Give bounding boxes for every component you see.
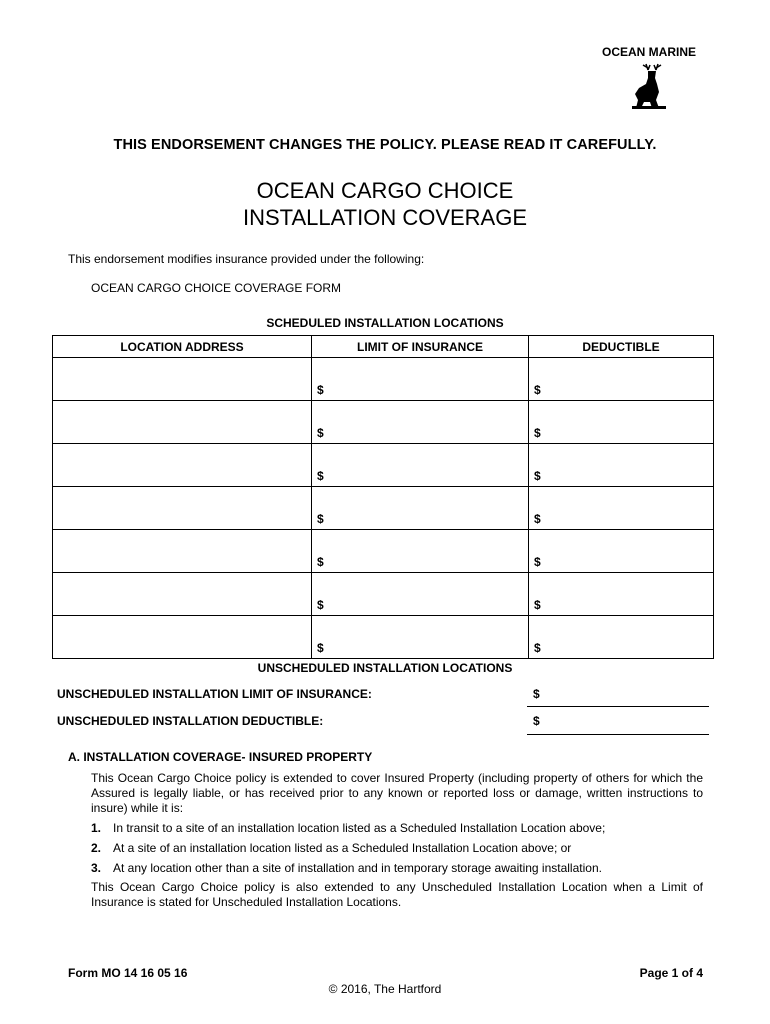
form-name: OCEAN CARGO CHOICE COVERAGE FORM (91, 281, 342, 295)
division-label: OCEAN MARINE (601, 45, 696, 59)
scheduled-locations-title: SCHEDULED INSTALLATION LOCATIONS (266, 316, 504, 330)
list-item-text: In transit to a site of an installation location listed as a Scheduled Installation Location above; (113, 821, 606, 835)
column-header-deductible: DEDUCTIBLE (529, 336, 714, 358)
table-row (53, 616, 714, 659)
deductible-cell[interactable]: $ (529, 616, 714, 659)
section-a-paragraph2: This Ocean Cargo Choice policy is also extended to any Unscheduled Installation Location when a Limit of Insurance is stated for Unscheduled Installation Locations. (91, 880, 703, 909)
footer-copyright: © 2016, The Hartford (328, 982, 442, 996)
unscheduled-limit-underline (527, 706, 709, 707)
list-item-number: 2. (91, 841, 102, 855)
document-title-line1: OCEAN CARGO CHOICE (256, 178, 514, 203)
table-row (53, 573, 714, 616)
column-header-address: LOCATION ADDRESS (53, 336, 312, 358)
limit-cell[interactable]: $ (312, 358, 529, 401)
deductible-cell[interactable]: $ (529, 401, 714, 444)
document-title-line2: INSTALLATION COVERAGE (242, 205, 528, 230)
limit-cell[interactable]: $ (312, 573, 529, 616)
deductible-cell[interactable]: $ (529, 573, 714, 616)
table-row (53, 487, 714, 530)
scheduled-locations-table (52, 335, 714, 659)
list-item-number: 1. (91, 821, 102, 835)
list-item-text: At a site of an installation location listed as a Scheduled Installation Location above; or (113, 841, 572, 855)
intro-text: This endorsement modifies insurance provided under the following: (68, 252, 425, 266)
location-address-cell[interactable] (53, 444, 312, 487)
location-address-cell[interactable] (53, 401, 312, 444)
stag-icon (626, 62, 674, 110)
deductible-cell[interactable]: $ (529, 487, 714, 530)
limit-cell[interactable]: $ (312, 401, 529, 444)
deductible-cell[interactable]: $ (529, 444, 714, 487)
endorsement-notice: THIS ENDORSEMENT CHANGES THE POLICY. PLEASE READ IT CAREFULLY. (113, 137, 657, 153)
deductible-cell[interactable]: $ (529, 530, 714, 573)
unscheduled-deductible-label: UNSCHEDULED INSTALLATION DEDUCTIBLE: (57, 714, 324, 728)
footer-page-number: Page 1 of 4 (639, 966, 703, 980)
table-row (53, 358, 714, 401)
list-item (91, 861, 602, 875)
limit-cell[interactable]: $ (312, 530, 529, 573)
unscheduled-limit-label: UNSCHEDULED INSTALLATION LIMIT OF INSURANCE: (57, 687, 372, 701)
list-item (91, 841, 571, 855)
location-address-cell[interactable] (53, 487, 312, 530)
unscheduled-limit-field[interactable]: $ (533, 687, 540, 701)
unscheduled-deductible-underline (527, 734, 709, 735)
table-header-row (53, 336, 714, 358)
footer-form-number: Form MO 14 16 05 16 (68, 966, 188, 980)
list-item-number: 3. (91, 861, 102, 875)
location-address-cell[interactable] (53, 573, 312, 616)
deductible-cell[interactable]: $ (529, 358, 714, 401)
location-address-cell[interactable] (53, 616, 312, 659)
section-a-paragraph1: This Ocean Cargo Choice policy is extended to cover Insured Property (including property of others for which the Assured is legally liable, or has received prior to any known or reported loss or damage, written instructions to insure) while it is: (91, 771, 703, 815)
limit-cell[interactable]: $ (312, 616, 529, 659)
limit-cell[interactable]: $ (312, 444, 529, 487)
location-address-cell[interactable] (53, 358, 312, 401)
unscheduled-deductible-field[interactable]: $ (533, 714, 540, 728)
section-a-heading: A. INSTALLATION COVERAGE- INSURED PROPERTY (68, 750, 373, 764)
unscheduled-locations-title: UNSCHEDULED INSTALLATION LOCATIONS (257, 661, 513, 675)
column-header-limit: LIMIT OF INSURANCE (312, 336, 529, 358)
table-row (53, 401, 714, 444)
location-address-cell[interactable] (53, 530, 312, 573)
table-row (53, 444, 714, 487)
table-row (53, 530, 714, 573)
list-item (91, 821, 605, 835)
list-item-text: At any location other than a site of installation and in temporary storage awaiting installation. (113, 861, 602, 875)
limit-cell[interactable]: $ (312, 487, 529, 530)
